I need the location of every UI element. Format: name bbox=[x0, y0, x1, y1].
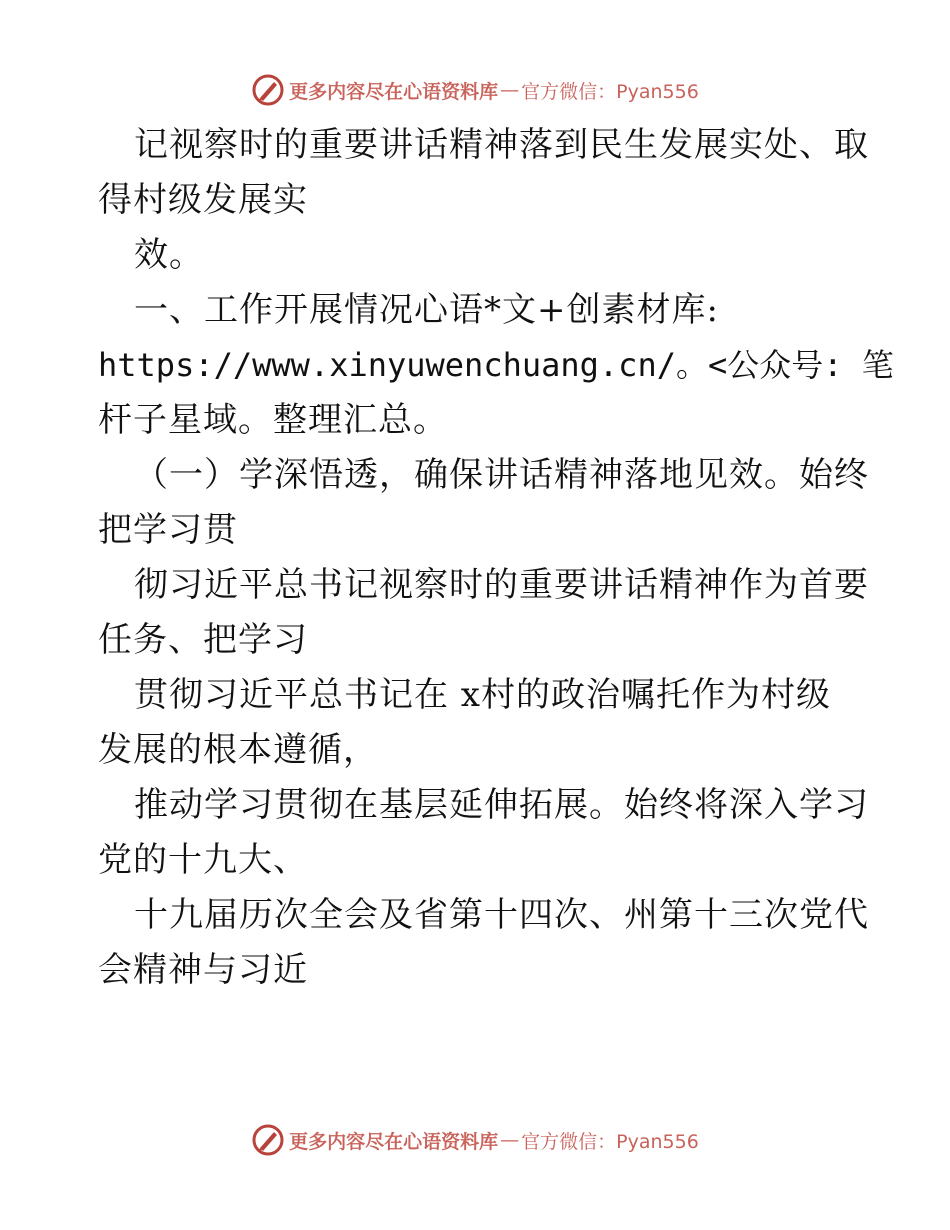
subsection-heading: （一）学深悟透，确保讲话精神落地见效。始终 bbox=[134, 455, 869, 495]
text-line: 推动学习贯彻在基层延伸拓展。始终将深入学习 bbox=[134, 785, 869, 825]
text-line: 记视察时的重要讲话精神落到民生发展实处、取 bbox=[134, 125, 869, 165]
text-line: 杆子星域。整理汇总。 bbox=[98, 400, 448, 440]
pen-logo-icon bbox=[251, 73, 285, 107]
text-line: 十九届历次全会及省第十四次、州第十三次党代 bbox=[134, 895, 869, 935]
watermark-brand: 更多内容尽在心语资料库 bbox=[289, 80, 499, 103]
watermark-contact: 官方微信：Pyan556 bbox=[521, 1130, 699, 1153]
text-line: 得村级发展实 bbox=[98, 180, 308, 220]
text-line: 把学习贯 bbox=[98, 510, 238, 550]
text-line: 效。 bbox=[134, 235, 204, 275]
text-line: 彻习近平总书记视察时的重要讲话精神作为首要 bbox=[134, 565, 869, 605]
watermark-brand: 更多内容尽在心语资料库 bbox=[289, 1130, 499, 1153]
text-line: 发展的根本遵循， bbox=[98, 730, 378, 770]
pen-logo-icon bbox=[251, 1123, 285, 1157]
text-line: 贯彻习近平总书记在 x村的政治嘱托作为村级 bbox=[134, 675, 831, 715]
watermark-contact: 官方微信：Pyan556 bbox=[521, 80, 699, 103]
text-line: 会精神与习近 bbox=[98, 950, 308, 990]
watermark-dash: — bbox=[500, 1129, 520, 1151]
text-line: 任务、把学习 bbox=[98, 620, 308, 660]
watermark-dash: — bbox=[500, 79, 520, 101]
watermark-footer bbox=[0, 1120, 950, 1160]
document-body bbox=[98, 118, 894, 998]
watermark-header bbox=[0, 70, 950, 110]
text-line: 党的十九大、 bbox=[98, 840, 308, 880]
text-line-url: https://www.xinyuwenchuang.cn/。<公众号: 笔 bbox=[98, 346, 894, 384]
section-heading: 一、工作开展情况心语*文+创素材库: bbox=[134, 290, 719, 330]
